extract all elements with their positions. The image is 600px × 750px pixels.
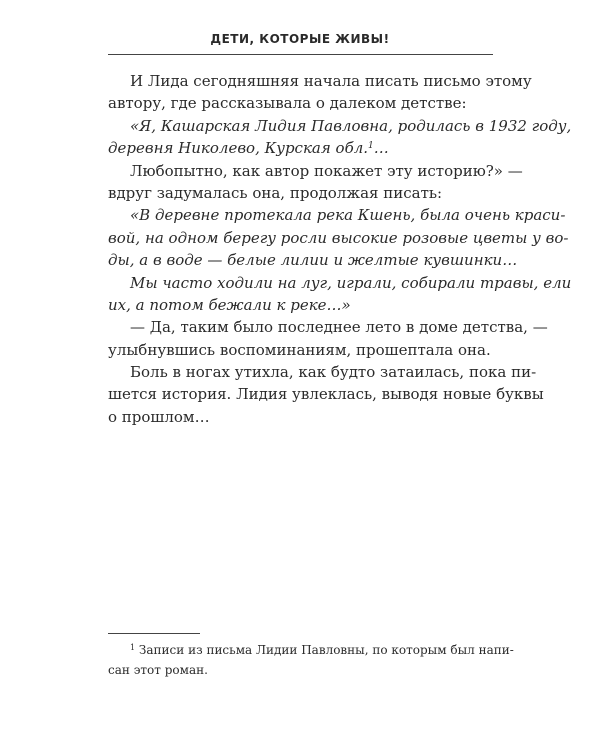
running-header: ДЕТИ, КОТОРЫЕ ЖИВЫ! [210, 32, 390, 46]
text-line [108, 137, 493, 159]
text-line: о прошлом… [108, 407, 210, 426]
text-line: — Да, таким было последнее лето в доме детства, — [130, 318, 548, 337]
text-line: вой, на одном берегу росли высокие розовые цветы у во- [108, 228, 569, 247]
text-line: автору, где рассказывала о далеком детстве: [108, 94, 467, 113]
text-line: «Я, Кашарская Лидия Павловна, родилась в 1932 году, [130, 116, 572, 135]
text-line: Любопытно, как автор покажет эту историю?» — [130, 161, 523, 180]
footnote-reference: 1 [368, 141, 374, 152]
text-line: их, а потом бежали к реке…» [108, 295, 351, 314]
text-line: улыбнувшись воспоминаниям, прошептала она. [108, 340, 491, 359]
text-line: вдруг задумалась она, продолжая писать: [108, 183, 443, 202]
footnote-line [108, 640, 514, 660]
footnote-divider [108, 633, 200, 634]
text-fragment: … [373, 139, 389, 158]
footnote-number: 1 [130, 643, 136, 652]
header-divider [108, 54, 493, 55]
text-line: Мы часто ходили на луг, играли, собирали травы, ели [130, 273, 572, 292]
text-fragment: деревня Николево, Курская обл. [108, 139, 369, 158]
text-line: ды, а в воде — белые лилии и желтые кувшинки… [108, 251, 518, 270]
footnote-line: сан этот роман. [108, 663, 208, 677]
text-line: И Лида сегодняшняя начала писать письмо этому [130, 72, 532, 90]
text-line: шется история. Лидия увлеклась, выводя новые буквы [108, 385, 544, 404]
text-line: «В деревне протекала река Кшень, была очень краси- [130, 206, 566, 225]
body-text [108, 70, 572, 428]
text-line: Боль в ногах утихла, как будто затаилась, пока пи- [130, 363, 537, 382]
footnote-text: Записи из письма Лидии Павловны, по которым был напи- [138, 643, 514, 657]
footnote [108, 640, 514, 680]
